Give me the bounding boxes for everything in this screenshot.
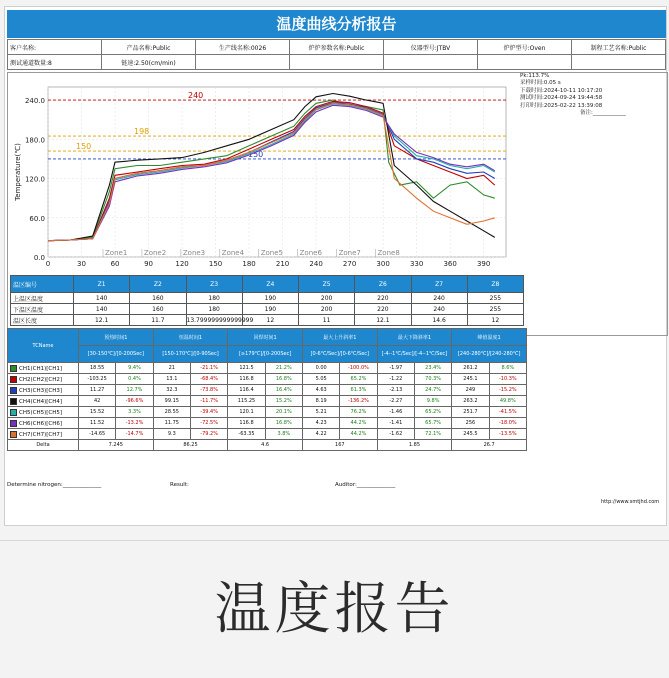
stat-cell: 12.7% bbox=[116, 385, 153, 396]
speed-cell: 链速:2.50(cm/min) bbox=[102, 55, 196, 70]
stat-cell: 28.55 bbox=[153, 407, 190, 418]
zone-cell: 180 bbox=[186, 293, 242, 304]
group-header: 恒温时间1 bbox=[153, 329, 228, 346]
y-tick-label: 240.0 bbox=[24, 97, 45, 106]
zone-header: Z3 bbox=[186, 276, 242, 293]
stat-cell: 116.4 bbox=[228, 385, 265, 396]
group-header: 回焊时间1 bbox=[228, 329, 303, 346]
stat-cell: 15.2% bbox=[265, 396, 302, 407]
x-tick-label: 210 bbox=[275, 260, 290, 268]
info-print: 打印时间:2025-02-22 13:39:08 bbox=[520, 102, 603, 109]
delta-cell: 86.25 bbox=[153, 440, 228, 451]
stat-cell: -79.2% bbox=[190, 429, 227, 440]
stat-cell: 44.2% bbox=[340, 429, 377, 440]
stat-cell: -73.8% bbox=[190, 385, 227, 396]
stat-cell: 5.21 bbox=[302, 407, 339, 418]
group-subheader: [30-150℃]/[0-200Sec] bbox=[79, 346, 154, 363]
stat-cell: 245.1 bbox=[452, 374, 489, 385]
stat-cell: -11.7% bbox=[190, 396, 227, 407]
group-header: 最大上升斜率1 bbox=[302, 329, 377, 346]
group-subheader: [150-170℃]/[0-90Sec] bbox=[153, 346, 228, 363]
result-label: Result: bbox=[170, 482, 189, 488]
x-tick-label: 120 bbox=[175, 260, 189, 268]
stat-cell: 32.3 bbox=[153, 385, 190, 396]
stat-cell: 5.05 bbox=[302, 374, 339, 385]
zone-cell: 220 bbox=[355, 293, 411, 304]
stat-cell: 20.1% bbox=[265, 407, 302, 418]
stat-cell: 72.1% bbox=[414, 429, 451, 440]
process-cell: 制程工艺名称:Public bbox=[572, 40, 666, 55]
zone-cell: 255 bbox=[467, 293, 523, 304]
stat-cell: -18.0% bbox=[489, 418, 526, 429]
stat-cell: -96.6% bbox=[116, 396, 153, 407]
zone-cell: 160 bbox=[130, 293, 186, 304]
delta-cell: 7.245 bbox=[79, 440, 154, 451]
zone-label: Zone4 bbox=[221, 249, 245, 257]
stat-cell: 24.7% bbox=[414, 385, 451, 396]
zone-cell: 12.1 bbox=[74, 315, 130, 326]
stat-cell: -14.7% bbox=[116, 429, 153, 440]
stat-cell: -14.65 bbox=[79, 429, 116, 440]
x-tick-label: 150 bbox=[208, 260, 223, 268]
reference-label: 150 bbox=[76, 142, 92, 152]
stat-cell: 116.8 bbox=[228, 374, 265, 385]
channel-color-swatch bbox=[10, 376, 17, 383]
stat-cell: 65.2% bbox=[340, 374, 377, 385]
line-cell: 生产线名称:0026 bbox=[196, 40, 290, 55]
stat-cell: 16.8% bbox=[265, 374, 302, 385]
zone-cell: 240 bbox=[411, 304, 467, 315]
stat-cell: -63.35 bbox=[228, 429, 265, 440]
oven-cell: 炉炉型号:Oven bbox=[478, 40, 572, 55]
stat-cell: -13.5% bbox=[489, 429, 526, 440]
sensor-count-cell: 测试通道数量:8 bbox=[8, 55, 102, 70]
channel-color-swatch bbox=[10, 387, 17, 394]
info-pk: Pk:113.7% bbox=[520, 73, 550, 79]
reference-label: 198 bbox=[134, 127, 150, 137]
zone-header: Z8 bbox=[467, 276, 523, 293]
stat-cell: 8.19 bbox=[302, 396, 339, 407]
zone-cell: 13.799999999999999 bbox=[186, 316, 254, 324]
stat-cell: 121.5 bbox=[228, 363, 265, 374]
stat-cell: -68.4% bbox=[190, 374, 227, 385]
stat-cell: 263.2 bbox=[452, 396, 489, 407]
zone-cell: 255 bbox=[467, 304, 523, 315]
stat-cell: 42 bbox=[79, 396, 116, 407]
zone-cell: 12 bbox=[467, 315, 523, 326]
zone-header: Z4 bbox=[242, 276, 298, 293]
stat-cell: 23.4% bbox=[414, 363, 451, 374]
zone-label: Zone8 bbox=[377, 249, 400, 257]
zone-label: Zone7 bbox=[338, 249, 361, 257]
stat-cell: 4.22 bbox=[302, 429, 339, 440]
group-subheader: [0-6℃/Sec]/[0-6℃/Sec] bbox=[302, 346, 377, 363]
stat-cell: -72.5% bbox=[190, 418, 227, 429]
stat-cell: 9.4% bbox=[116, 363, 153, 374]
stat-cell: 16.4% bbox=[265, 385, 302, 396]
stat-cell: -136.2% bbox=[340, 396, 377, 407]
stat-cell: 4.63 bbox=[302, 385, 339, 396]
stat-cell: 15.52 bbox=[79, 407, 116, 418]
info-sample: 采样时间:0.05 s bbox=[520, 80, 561, 87]
blank-cell bbox=[572, 55, 666, 70]
stat-cell: 116.8 bbox=[228, 418, 265, 429]
chart-panel bbox=[7, 72, 668, 336]
customer-cell: 客户名称: bbox=[8, 40, 102, 55]
stat-cell: 3.8% bbox=[265, 429, 302, 440]
stat-cell: -1.22 bbox=[377, 374, 414, 385]
zone-header: Z5 bbox=[299, 276, 355, 293]
x-tick-label: 30 bbox=[77, 260, 86, 268]
zone-cell: 140 bbox=[74, 293, 130, 304]
tcname-header: TCName bbox=[8, 329, 79, 363]
stat-cell: 21.2% bbox=[265, 363, 302, 374]
stat-cell: -100.0% bbox=[340, 363, 377, 374]
zone-cell: 12 bbox=[242, 315, 298, 326]
stat-cell: 256 bbox=[452, 418, 489, 429]
zone-cell: 190 bbox=[242, 293, 298, 304]
stat-cell: 120.1 bbox=[228, 407, 265, 418]
channel-color-swatch bbox=[10, 398, 17, 405]
temperature-chart bbox=[8, 73, 518, 273]
channel-label: CH5(CH5)[CH5] bbox=[19, 409, 63, 416]
tc-name-cell bbox=[8, 385, 79, 396]
tc-name-cell bbox=[8, 418, 79, 429]
zone-label: Zone2 bbox=[143, 249, 167, 257]
zone-cell: 140 bbox=[74, 304, 130, 315]
stat-cell: -1.62 bbox=[377, 429, 414, 440]
divider bbox=[0, 540, 669, 541]
zone-label: Zone6 bbox=[299, 249, 322, 257]
blank-cell bbox=[478, 55, 572, 70]
stat-cell: -2.27 bbox=[377, 396, 414, 407]
nitrogen-label: Determine nitrogen:______________ bbox=[7, 482, 102, 488]
zone-header: Z6 bbox=[355, 276, 411, 293]
zone-row-label: 下温区温度 bbox=[11, 304, 74, 315]
stat-cell: 16.8% bbox=[265, 418, 302, 429]
reference-label: 240 bbox=[188, 91, 204, 101]
group-header: 预热时间1 bbox=[79, 329, 154, 346]
x-tick-label: 300 bbox=[376, 260, 390, 268]
y-tick-label: 0.0 bbox=[33, 254, 45, 262]
zone-cell: 160 bbox=[130, 304, 186, 315]
stat-cell: -13.2% bbox=[116, 418, 153, 429]
blank-cell bbox=[196, 55, 290, 70]
zone-row-label: 上温区温度 bbox=[11, 293, 74, 304]
channel-label: CH4(CH4)[CH4] bbox=[19, 398, 63, 405]
info-test: 测试时间:2024-09-24 19:44:58 bbox=[520, 95, 603, 102]
stat-cell: 8.6% bbox=[489, 363, 526, 374]
x-tick-label: 0 bbox=[45, 260, 51, 268]
blank-cell bbox=[384, 55, 478, 70]
x-tick-label: 390 bbox=[476, 260, 491, 268]
instrument-cell: 仪器型号:JTBV bbox=[384, 40, 478, 55]
zone-cell: 180 bbox=[186, 304, 242, 315]
blank-cell bbox=[290, 55, 384, 70]
y-tick-label: 120.0 bbox=[24, 175, 45, 184]
stat-cell: -41.5% bbox=[489, 407, 526, 418]
plot-area bbox=[48, 87, 506, 257]
zone-header-label: 温区编号 bbox=[11, 276, 74, 293]
stat-cell: 21 bbox=[153, 363, 190, 374]
zone-cell: 190 bbox=[242, 304, 298, 315]
tc-name-cell bbox=[8, 429, 79, 440]
zone-cell: 200 bbox=[299, 293, 355, 304]
stat-cell: 61.3% bbox=[340, 385, 377, 396]
stat-cell: -2.13 bbox=[377, 385, 414, 396]
delta-cell: 4.6 bbox=[228, 440, 303, 451]
zone-row-label: 温区长度 bbox=[11, 315, 74, 326]
zone-label: Zone5 bbox=[260, 249, 284, 257]
info-download: 下载时间:2024-10-11 10:17:20 bbox=[520, 87, 603, 94]
group-header: 最大下降斜率1 bbox=[377, 329, 452, 346]
zone-header: Z2 bbox=[130, 276, 186, 293]
zone-label: Zone1 bbox=[105, 249, 128, 257]
stat-cell: -39.4% bbox=[190, 407, 227, 418]
stat-cell: 3.3% bbox=[116, 407, 153, 418]
product-cell: 产品名称:Public bbox=[102, 40, 196, 55]
x-tick-label: 180 bbox=[242, 260, 256, 268]
x-tick-label: 360 bbox=[443, 260, 457, 268]
channel-label: CH2(CH2)[CH2] bbox=[19, 376, 63, 383]
zone-cell: 220 bbox=[355, 304, 411, 315]
stat-cell: 65.2% bbox=[414, 407, 451, 418]
stat-cell: -1.46 bbox=[377, 407, 414, 418]
tc-name-cell bbox=[8, 396, 79, 407]
website-url: http://www.smtjhd.com bbox=[601, 499, 660, 505]
page-caption: 温度报告 bbox=[214, 577, 455, 642]
x-tick-label: 270 bbox=[342, 260, 357, 268]
info-panel bbox=[520, 73, 626, 117]
channel-color-swatch bbox=[10, 409, 17, 416]
stat-cell: 0.00 bbox=[302, 363, 339, 374]
stat-cell: -10.3% bbox=[489, 374, 526, 385]
y-tick-label: 60.0 bbox=[29, 214, 45, 223]
stats-table bbox=[7, 328, 527, 451]
stat-cell: 9.3 bbox=[153, 429, 190, 440]
stat-cell: 44.2% bbox=[340, 418, 377, 429]
channel-label: CH3(CH3)[CH3] bbox=[19, 387, 63, 394]
zone-cell: 240 bbox=[411, 293, 467, 304]
stat-cell: 49.8% bbox=[489, 396, 526, 407]
group-subheader: [≥179℃]/[0-200Sec] bbox=[228, 346, 303, 363]
stat-cell: 251.7 bbox=[452, 407, 489, 418]
y-axis-label: Temperature(℃) bbox=[14, 143, 22, 201]
stat-cell: 115.25 bbox=[228, 396, 265, 407]
stat-cell: 245.5 bbox=[452, 429, 489, 440]
zone-cell: 12.1 bbox=[355, 315, 411, 326]
channel-label: CH7(CH7)[CH7] bbox=[19, 431, 63, 438]
report-title: 温度曲线分析报告 bbox=[7, 10, 666, 38]
report-sheet bbox=[4, 6, 667, 526]
meta-table bbox=[7, 39, 666, 70]
zone-cell: 200 bbox=[299, 304, 355, 315]
stat-cell: 13.1 bbox=[153, 374, 190, 385]
stat-cell: 70.3% bbox=[414, 374, 451, 385]
x-tick-label: 240 bbox=[309, 260, 323, 268]
channel-color-swatch bbox=[10, 420, 17, 427]
stat-cell: -1.41 bbox=[377, 418, 414, 429]
stat-cell: 261.2 bbox=[452, 363, 489, 374]
zone-header: Z1 bbox=[74, 276, 130, 293]
stat-cell: 99.15 bbox=[153, 396, 190, 407]
reference-label: 150 bbox=[248, 149, 264, 159]
tc-name-cell bbox=[8, 363, 79, 374]
stat-cell: 11.75 bbox=[153, 418, 190, 429]
y-tick-label: 180.0 bbox=[24, 136, 45, 145]
stat-cell: 76.2% bbox=[340, 407, 377, 418]
stat-cell: 11.27 bbox=[79, 385, 116, 396]
stat-cell: 11.52 bbox=[79, 418, 116, 429]
stat-cell: -103.25 bbox=[79, 374, 116, 385]
stat-cell: 65.7% bbox=[414, 418, 451, 429]
stat-cell: 0.4% bbox=[116, 374, 153, 385]
tc-name-cell bbox=[8, 407, 79, 418]
delta-label: Delta bbox=[8, 440, 79, 451]
x-tick-label: 330 bbox=[409, 260, 424, 268]
stat-cell: -21.1% bbox=[190, 363, 227, 374]
stat-cell: 18.55 bbox=[79, 363, 116, 374]
stat-cell: -15.2% bbox=[489, 385, 526, 396]
delta-cell: 26.7 bbox=[452, 440, 527, 451]
group-subheader: [240-280℃]/[240-280℃] bbox=[452, 346, 527, 363]
zone-cell: 14.6 bbox=[411, 315, 467, 326]
stat-cell: 9.8% bbox=[414, 396, 451, 407]
channel-label: CH1(CH1)[CH1] bbox=[19, 365, 63, 372]
zone-table bbox=[10, 275, 524, 326]
delta-cell: 1.85 bbox=[377, 440, 452, 451]
x-tick-label: 60 bbox=[110, 260, 120, 268]
group-subheader: [-4--1℃/Sec]/[-4--1℃/Sec] bbox=[377, 346, 452, 363]
auditor-label: Auditor:______________ bbox=[335, 482, 396, 488]
zone-label: Zone3 bbox=[182, 249, 206, 257]
channel-color-swatch bbox=[10, 431, 17, 438]
group-header: 峰值温度1 bbox=[452, 329, 527, 346]
profile-cell: 炉炉参数名称:Public bbox=[290, 40, 384, 55]
x-tick-label: 90 bbox=[144, 260, 153, 268]
stat-cell: 249 bbox=[452, 385, 489, 396]
tc-name-cell bbox=[8, 374, 79, 385]
zone-cell: 11.7 bbox=[130, 315, 186, 326]
channel-label: CH6(CH6)[CH6] bbox=[19, 420, 63, 427]
remark-label: 备注:____________ bbox=[580, 110, 626, 117]
zone-header: Z7 bbox=[411, 276, 467, 293]
delta-cell: 167 bbox=[302, 440, 377, 451]
channel-color-swatch bbox=[10, 365, 17, 372]
zone-cell: 11 bbox=[299, 315, 355, 326]
stat-cell: 4.23 bbox=[302, 418, 339, 429]
stat-cell: -1.97 bbox=[377, 363, 414, 374]
